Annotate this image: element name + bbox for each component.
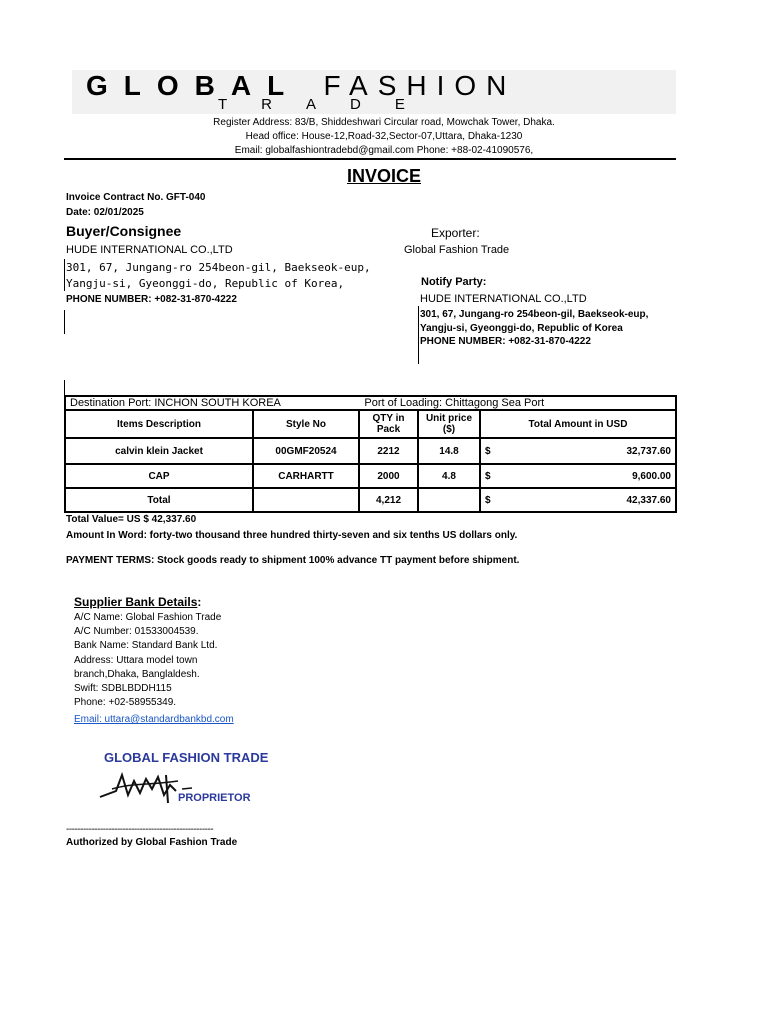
row-style: 00GMF20524 xyxy=(253,438,359,464)
row-qty: 2212 xyxy=(359,438,418,464)
notify-heading: Notify Party: xyxy=(421,276,487,288)
register-address: Register Address: 83/B, Shiddeshwari Circular road, Mowchak Tower, Dhaka. xyxy=(213,117,555,128)
buyer-bracket xyxy=(64,259,65,291)
col-header-total: Total Amount in USD xyxy=(480,410,676,438)
stamp-company-name: GLOBAL FASHION TRADE xyxy=(104,750,269,765)
logo-word-trade: TRADE xyxy=(218,96,439,113)
exporter-heading: Exporter: xyxy=(431,226,480,240)
table-row xyxy=(65,438,676,464)
buyer-phone: PHONE NUMBER: +082-31-870-4222 xyxy=(66,294,237,305)
stamp-role: PROPRIETOR xyxy=(178,792,251,804)
row-unit-price: 4.8 xyxy=(418,464,480,488)
bank-account-number: A/C Number: 01533004539. xyxy=(74,626,199,638)
row-unit-price: 14.8 xyxy=(418,438,480,464)
bank-address-line2: branch,Dhaka, Banglaldesh. xyxy=(74,668,200,680)
total-unit-empty xyxy=(418,488,480,512)
signature-line: ---------------------------------------------------- xyxy=(66,824,214,835)
destination-port: Destination Port: INCHON SOUTH KOREA xyxy=(70,397,281,409)
bank-address-line1: Address: Uttara model town xyxy=(74,654,198,666)
invoice-title: INVOICE xyxy=(346,166,421,186)
notify-address-line2: Yangju-si, Gyeonggi-do, Republic of Korea xyxy=(420,323,623,334)
logo-word-fashion: FASHION xyxy=(323,70,517,101)
buyer-address-line1: 301, 67, Jungang-ro 254beon-gil, Baekseok-eup, xyxy=(66,261,371,274)
buyer-bracket-lower xyxy=(64,310,65,334)
payment-terms: PAYMENT TERMS: Stock goods ready to shipment 100% advance TT payment before shipment. xyxy=(66,555,520,566)
total-amount: $ 42,337.60 xyxy=(480,488,676,512)
invoice-table xyxy=(64,395,677,513)
total-qty: 4,212 xyxy=(359,488,418,512)
col-header-qty: QTY in Pack xyxy=(359,410,418,438)
bank-name: Bank Name: Standard Bank Ltd. xyxy=(74,640,218,652)
row-style: CARHARTT xyxy=(253,464,359,488)
invoice-date: Date: 02/01/2025 xyxy=(66,207,144,218)
notify-phone: PHONE NUMBER: +082-31-870-4222 xyxy=(420,336,591,347)
row-item: calvin klein Jacket xyxy=(65,438,253,464)
buyer-heading: Buyer/Consignee xyxy=(66,223,182,239)
total-label: Total xyxy=(65,488,253,512)
buyer-name: HUDE INTERNATIONAL CO.,LTD xyxy=(66,244,233,256)
exporter-name: Global Fashion Trade xyxy=(404,244,510,256)
row-qty: 2000 xyxy=(359,464,418,488)
row-amount: $ 32,737.60 xyxy=(480,438,676,464)
head-office-address: Head office: House-12,Road-32,Sector-07,Uttara, Dhaka-1230 xyxy=(245,131,523,142)
invoice-number: Invoice Contract No. GFT-040 xyxy=(66,192,206,203)
bank-account-name: A/C Name: Global Fashion Trade xyxy=(74,612,222,623)
table-left-tick xyxy=(64,380,65,395)
notify-address-line1: 301, 67, Jungang-ro 254beon-gil, Baekseok-eup, xyxy=(420,309,649,320)
notify-bracket xyxy=(418,306,419,364)
col-header-style: Style No xyxy=(253,410,359,438)
bank-heading: Supplier Bank Details: xyxy=(74,595,202,609)
logo-word-global: GLOBAL xyxy=(86,70,300,101)
total-value: Total Value= US $ 42,337.60 xyxy=(66,514,197,525)
contact-line: Email: globalfashiontradebd@gmail.com Phone: +88-02-41090576, xyxy=(234,145,534,156)
row-item: CAP xyxy=(65,464,253,488)
bank-swift: Swift: SDBLBDDH115 xyxy=(74,683,172,695)
bank-phone: Phone: +02-58955349. xyxy=(74,697,177,709)
amount-in-words: Amount In Word: forty-two thousand three hundred thirty-seven and six tenths US dollars only. xyxy=(66,530,518,541)
col-header-unit-price: Unit price ($) xyxy=(418,410,480,438)
loading-port: Port of Loading: Chittagong Sea Port xyxy=(364,397,545,409)
table-total-row xyxy=(65,488,676,512)
authorized-by: Authorized by Global Fashion Trade xyxy=(66,837,238,848)
shipping-row xyxy=(65,396,676,410)
table-header-row xyxy=(65,410,676,438)
buyer-address-line2: Yangju-si, Gyeonggi-do, Republic of Korea, xyxy=(66,277,345,290)
notify-name: HUDE INTERNATIONAL CO.,LTD xyxy=(420,293,587,305)
table-row xyxy=(65,464,676,488)
total-style-empty xyxy=(253,488,359,512)
row-amount: $ 9,600.00 xyxy=(480,464,676,488)
header-divider xyxy=(64,158,676,160)
bank-email-link[interactable]: Email: uttara@standardbankbd.com xyxy=(74,714,234,726)
bank-details xyxy=(74,611,234,728)
col-header-items: Items Description xyxy=(65,410,253,438)
